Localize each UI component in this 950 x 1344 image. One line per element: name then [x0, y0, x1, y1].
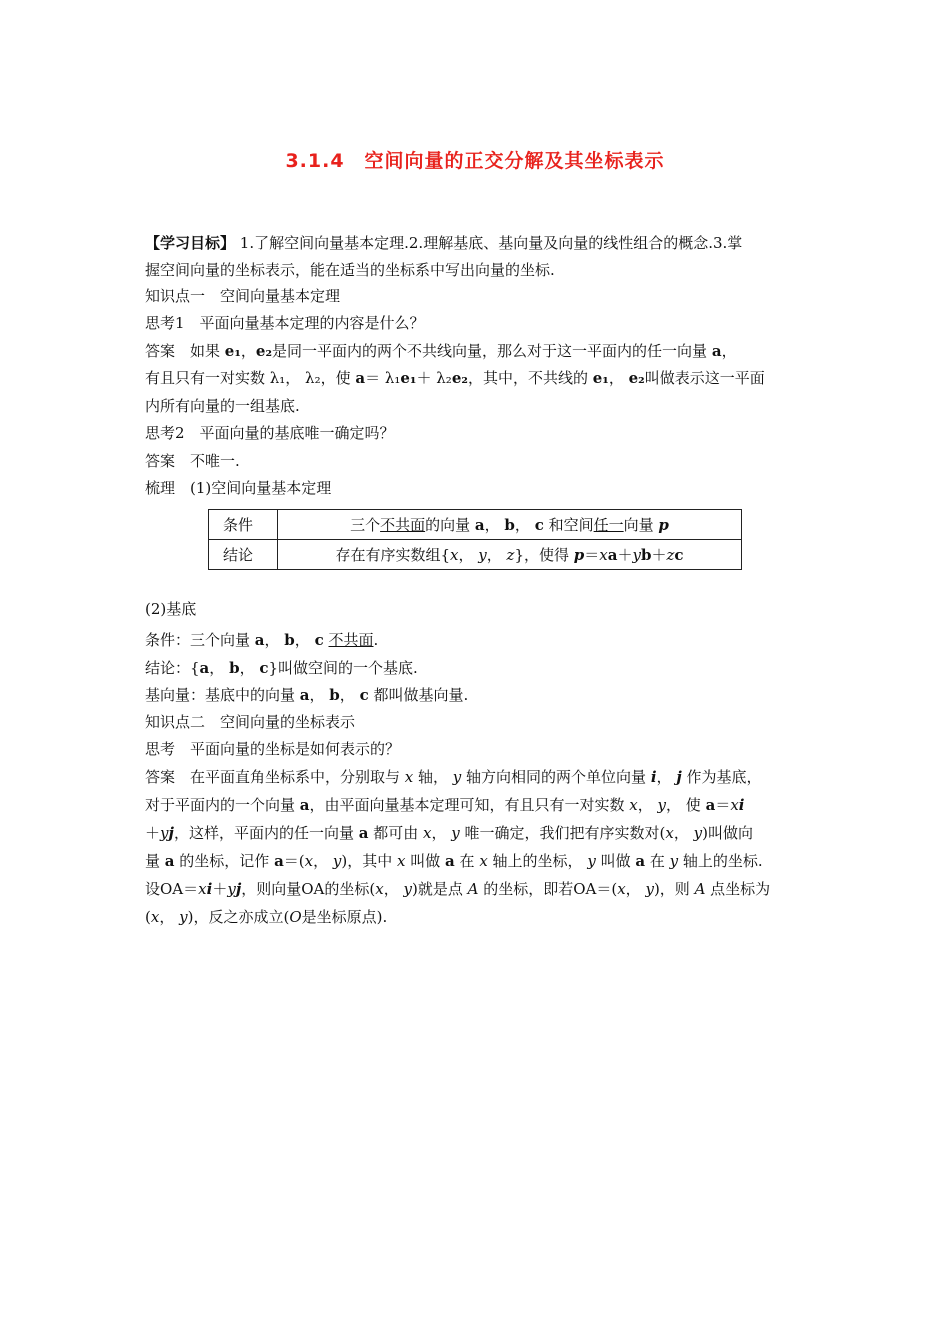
text-run: 条件：三个向量 [145, 631, 255, 649]
vector-b: b [284, 631, 295, 649]
text-run: 叫做 [405, 852, 446, 870]
var-y: y [403, 880, 412, 898]
vector-a: a [358, 824, 369, 842]
vector-i: i [650, 768, 657, 786]
var-y: y [657, 796, 667, 814]
text-run: 在 [645, 852, 670, 870]
answer-3-line-5 [145, 878, 770, 900]
base-vectors [145, 684, 468, 706]
vector-e2: e₂ [628, 369, 645, 387]
text-run: ， [339, 686, 360, 704]
answer-1-line-1 [145, 340, 737, 362]
var-y: y [332, 852, 342, 870]
text-run: ， [209, 659, 230, 677]
text-run: 答案 在平面直角坐标系中，分别取与 [145, 768, 405, 786]
answer-1-line-2 [145, 367, 765, 389]
var-x: x [479, 852, 488, 870]
var-y: y [693, 824, 703, 842]
answer-3-line-4 [145, 850, 763, 872]
answer-2: 答案 不唯一. [145, 452, 240, 470]
text-run: ，则向量OA的坐标( [241, 880, 376, 898]
vector-c: c [674, 546, 684, 564]
learning-goals-line-1 [145, 232, 742, 254]
vector-c: c [359, 686, 369, 704]
var-y: y [645, 880, 654, 898]
text-run: 的向量 [425, 516, 475, 534]
var-y: y [227, 880, 236, 898]
vector-b: b [640, 546, 652, 564]
text-run: }叫做空间的一个基底. [268, 659, 418, 677]
table-row [209, 540, 742, 570]
text-run: 设OA＝ [145, 880, 199, 898]
vector-a: a [299, 686, 310, 704]
text-run: ＝ [715, 796, 731, 814]
text-run: 结论：{ [145, 659, 200, 677]
text-run: ， [673, 824, 694, 842]
text-run: 轴， [413, 768, 453, 786]
text-run: 轴上的坐标， [487, 852, 588, 870]
text-run: 有且只有一对实数 λ₁， λ₂，使 [145, 369, 356, 387]
underlined-term: 任一 [593, 516, 624, 534]
var-y: y [478, 546, 487, 564]
var-z: z [666, 546, 675, 564]
var-x: x [730, 796, 739, 814]
vector-a: a [199, 659, 210, 677]
vector-a: a [254, 631, 265, 649]
text-run: ， [625, 880, 646, 898]
var-x: x [150, 908, 160, 926]
var-y: y [160, 824, 169, 842]
origin-O: O [289, 908, 302, 926]
underlined-term: 不共面 [380, 516, 426, 534]
answer-1-line-3: 内所有向量的一组基底. [145, 397, 300, 415]
text-run: 基向量：基底中的向量 [145, 686, 300, 704]
text-run: )，则 [653, 880, 695, 898]
text-run: 叫做表示这一平面 [644, 369, 765, 387]
text-run: ， [656, 768, 677, 786]
summary-heading: 梳理 (1)空间向量基本定理 [145, 479, 332, 497]
vector-c: c [314, 631, 324, 649]
text-run: . [373, 631, 379, 649]
vector-a: a [164, 852, 175, 870]
text-run: ， [721, 342, 737, 360]
var-x: x [304, 852, 314, 870]
vector-p: p [573, 546, 585, 564]
text-run: ， [458, 546, 479, 564]
var-y: y [452, 768, 462, 786]
text-run: 在 [454, 852, 480, 870]
vector-e1: e₁ [592, 369, 609, 387]
text-run: 存在有序实数组{ [335, 546, 451, 564]
text-run: ( [145, 908, 151, 926]
text-run: ， [608, 369, 629, 387]
var-x: x [423, 824, 432, 842]
vector-p: p [658, 516, 669, 534]
text-run: 量 [145, 852, 165, 870]
vector-e2: e₂ [451, 369, 468, 387]
text-run: ＋ [617, 546, 633, 564]
text-run: 轴上的坐标. [678, 852, 763, 870]
var-x: x [450, 546, 459, 564]
var-y: y [587, 852, 596, 870]
vector-j: j [168, 824, 174, 842]
var-y: y [632, 546, 641, 564]
text-run: 答案 如果 [145, 342, 225, 360]
vector-a: a [474, 516, 485, 534]
answer-3-line-1 [145, 766, 762, 788]
var-x: x [665, 824, 674, 842]
knowledge-point-2-heading: 知识点二 空间向量的坐标表示 [145, 713, 356, 731]
text-run: ，其中，不共线的 [467, 369, 593, 387]
vector-c: c [259, 659, 269, 677]
var-x: x [198, 880, 207, 898]
answer-3-line-6 [145, 906, 387, 928]
text-run: ， [313, 852, 333, 870]
text-run: 对于平面内的一个向量 [145, 796, 300, 814]
vector-a: a [607, 546, 618, 564]
text-run: 的坐标，记作 [174, 852, 275, 870]
vector-b: b [504, 516, 515, 534]
theorem-table [208, 509, 742, 570]
vector-j: j [235, 880, 242, 898]
text-run: ， [514, 516, 535, 534]
text-run: ， [484, 516, 505, 534]
vector-i: i [738, 796, 745, 814]
var-x: x [617, 880, 626, 898]
think-1-question: 思考1 平面向量基本定理的内容是什么？ [145, 314, 425, 332]
table-key-condition: 条件 [209, 510, 278, 540]
point-A: A [467, 880, 479, 898]
text-run: 和空间 [543, 516, 594, 534]
page-title: 3.1.4 空间向量的正交分解及其坐标表示 [285, 150, 665, 172]
text-run: ， [264, 631, 285, 649]
var-x: x [375, 880, 384, 898]
vector-e1: e₁ [400, 369, 417, 387]
text-run: ， [383, 880, 404, 898]
basis-heading: (2)基底 [145, 600, 197, 618]
var-y: y [179, 908, 188, 926]
text-run: 作为基底， [681, 768, 762, 786]
answer-3-line-3 [145, 822, 753, 844]
var-y: y [669, 852, 679, 870]
text-run: }，使得 [514, 546, 574, 564]
text-run: ，这样，平面内的任一向量 [173, 824, 359, 842]
var-y: y [451, 824, 460, 842]
vector-e1: e₁ [224, 342, 241, 360]
vector-b: b [229, 659, 240, 677]
text-run: 是同一平面内的两个不共线向量，那么对于这一平面内的任一向量 [272, 342, 712, 360]
vector-i: i [206, 880, 213, 898]
text-run: ， [431, 824, 452, 842]
point-A: A [694, 880, 706, 898]
table-row [209, 510, 742, 540]
underlined-term: 不共面 [328, 631, 374, 649]
text-run: 都叫做基向量. [368, 686, 469, 704]
text-run: ＋ [651, 546, 667, 564]
vector-a: a [274, 852, 284, 870]
text-run: 是坐标原点). [301, 908, 388, 926]
var-x: x [397, 852, 406, 870]
vector-c: c [534, 516, 544, 534]
vector-e2: e₂ [255, 342, 273, 360]
table-key-conclusion: 结论 [209, 540, 278, 570]
text-run: )就是点 [411, 880, 468, 898]
text-run: 点坐标为 [705, 880, 771, 898]
text-run: ＝ λ₁ [365, 369, 401, 387]
vector-b: b [329, 686, 340, 704]
text-run: ，由平面向量基本定理可知，有且只有一对实数 [309, 796, 630, 814]
vector-a: a [445, 852, 455, 870]
vector-a: a [635, 852, 646, 870]
knowledge-point-1-heading: 知识点一 空间向量基本定理 [145, 287, 341, 305]
text-run: ， [637, 796, 658, 814]
vector-a: a [705, 796, 716, 814]
learning-goals-text-1: 1.了解空间向量基本定理.2.理解基底、基向量及向量的线性组合的概念.3.掌 [239, 234, 743, 252]
learning-goals-tag: 【学习目标】 [145, 234, 236, 252]
var-x: x [599, 546, 608, 564]
text-run: 向量 [623, 516, 659, 534]
table-value-conclusion [278, 540, 742, 570]
vector-a: a [355, 369, 366, 387]
text-run: ， [309, 686, 330, 704]
text-run: ， [240, 342, 256, 360]
answer-3-line-2 [145, 794, 745, 816]
vector-a: a [711, 342, 722, 360]
var-x: x [629, 796, 638, 814]
text-run: )叫做向 [702, 824, 753, 842]
text-run: )，反之亦成立( [187, 908, 290, 926]
text-run: ＋ λ₂ [416, 369, 452, 387]
text-run: 轴方向相同的两个单位向量 [461, 768, 651, 786]
text-run: 的坐标，即若OA＝( [478, 880, 618, 898]
basis-conclusion [145, 657, 418, 679]
learning-goals-text-2: 握空间向量的坐标表示，能在适当的坐标系中写出向量的坐标. [145, 261, 555, 279]
text-run: 唯一确定，我们把有序实数对( [459, 824, 666, 842]
var-x: x [404, 768, 414, 786]
text-run: ＋ [212, 880, 228, 898]
text-run: 三个 [350, 516, 381, 534]
text-run: )，其中 [341, 852, 398, 870]
text-run: ， [486, 546, 507, 564]
text-run: ， 使 [666, 796, 706, 814]
text-run: ， [294, 631, 315, 649]
text-run: ， [159, 908, 180, 926]
text-run: 叫做 [595, 852, 636, 870]
text-run: 都可由 [368, 824, 423, 842]
text-run: ， [239, 659, 260, 677]
table-value-condition [278, 510, 742, 540]
think-3-question: 思考 平面向量的坐标是如何表示的？ [145, 740, 401, 758]
var-z: z [506, 546, 515, 564]
text-run: ＝( [283, 852, 305, 870]
vector-a: a [299, 796, 310, 814]
text-run: ＝ [584, 546, 600, 564]
basis-condition [145, 629, 378, 651]
think-2-question: 思考2 平面向量的基底唯一确定吗？ [145, 424, 395, 442]
text-run: ＋ [145, 824, 161, 842]
vector-j: j [676, 768, 682, 786]
